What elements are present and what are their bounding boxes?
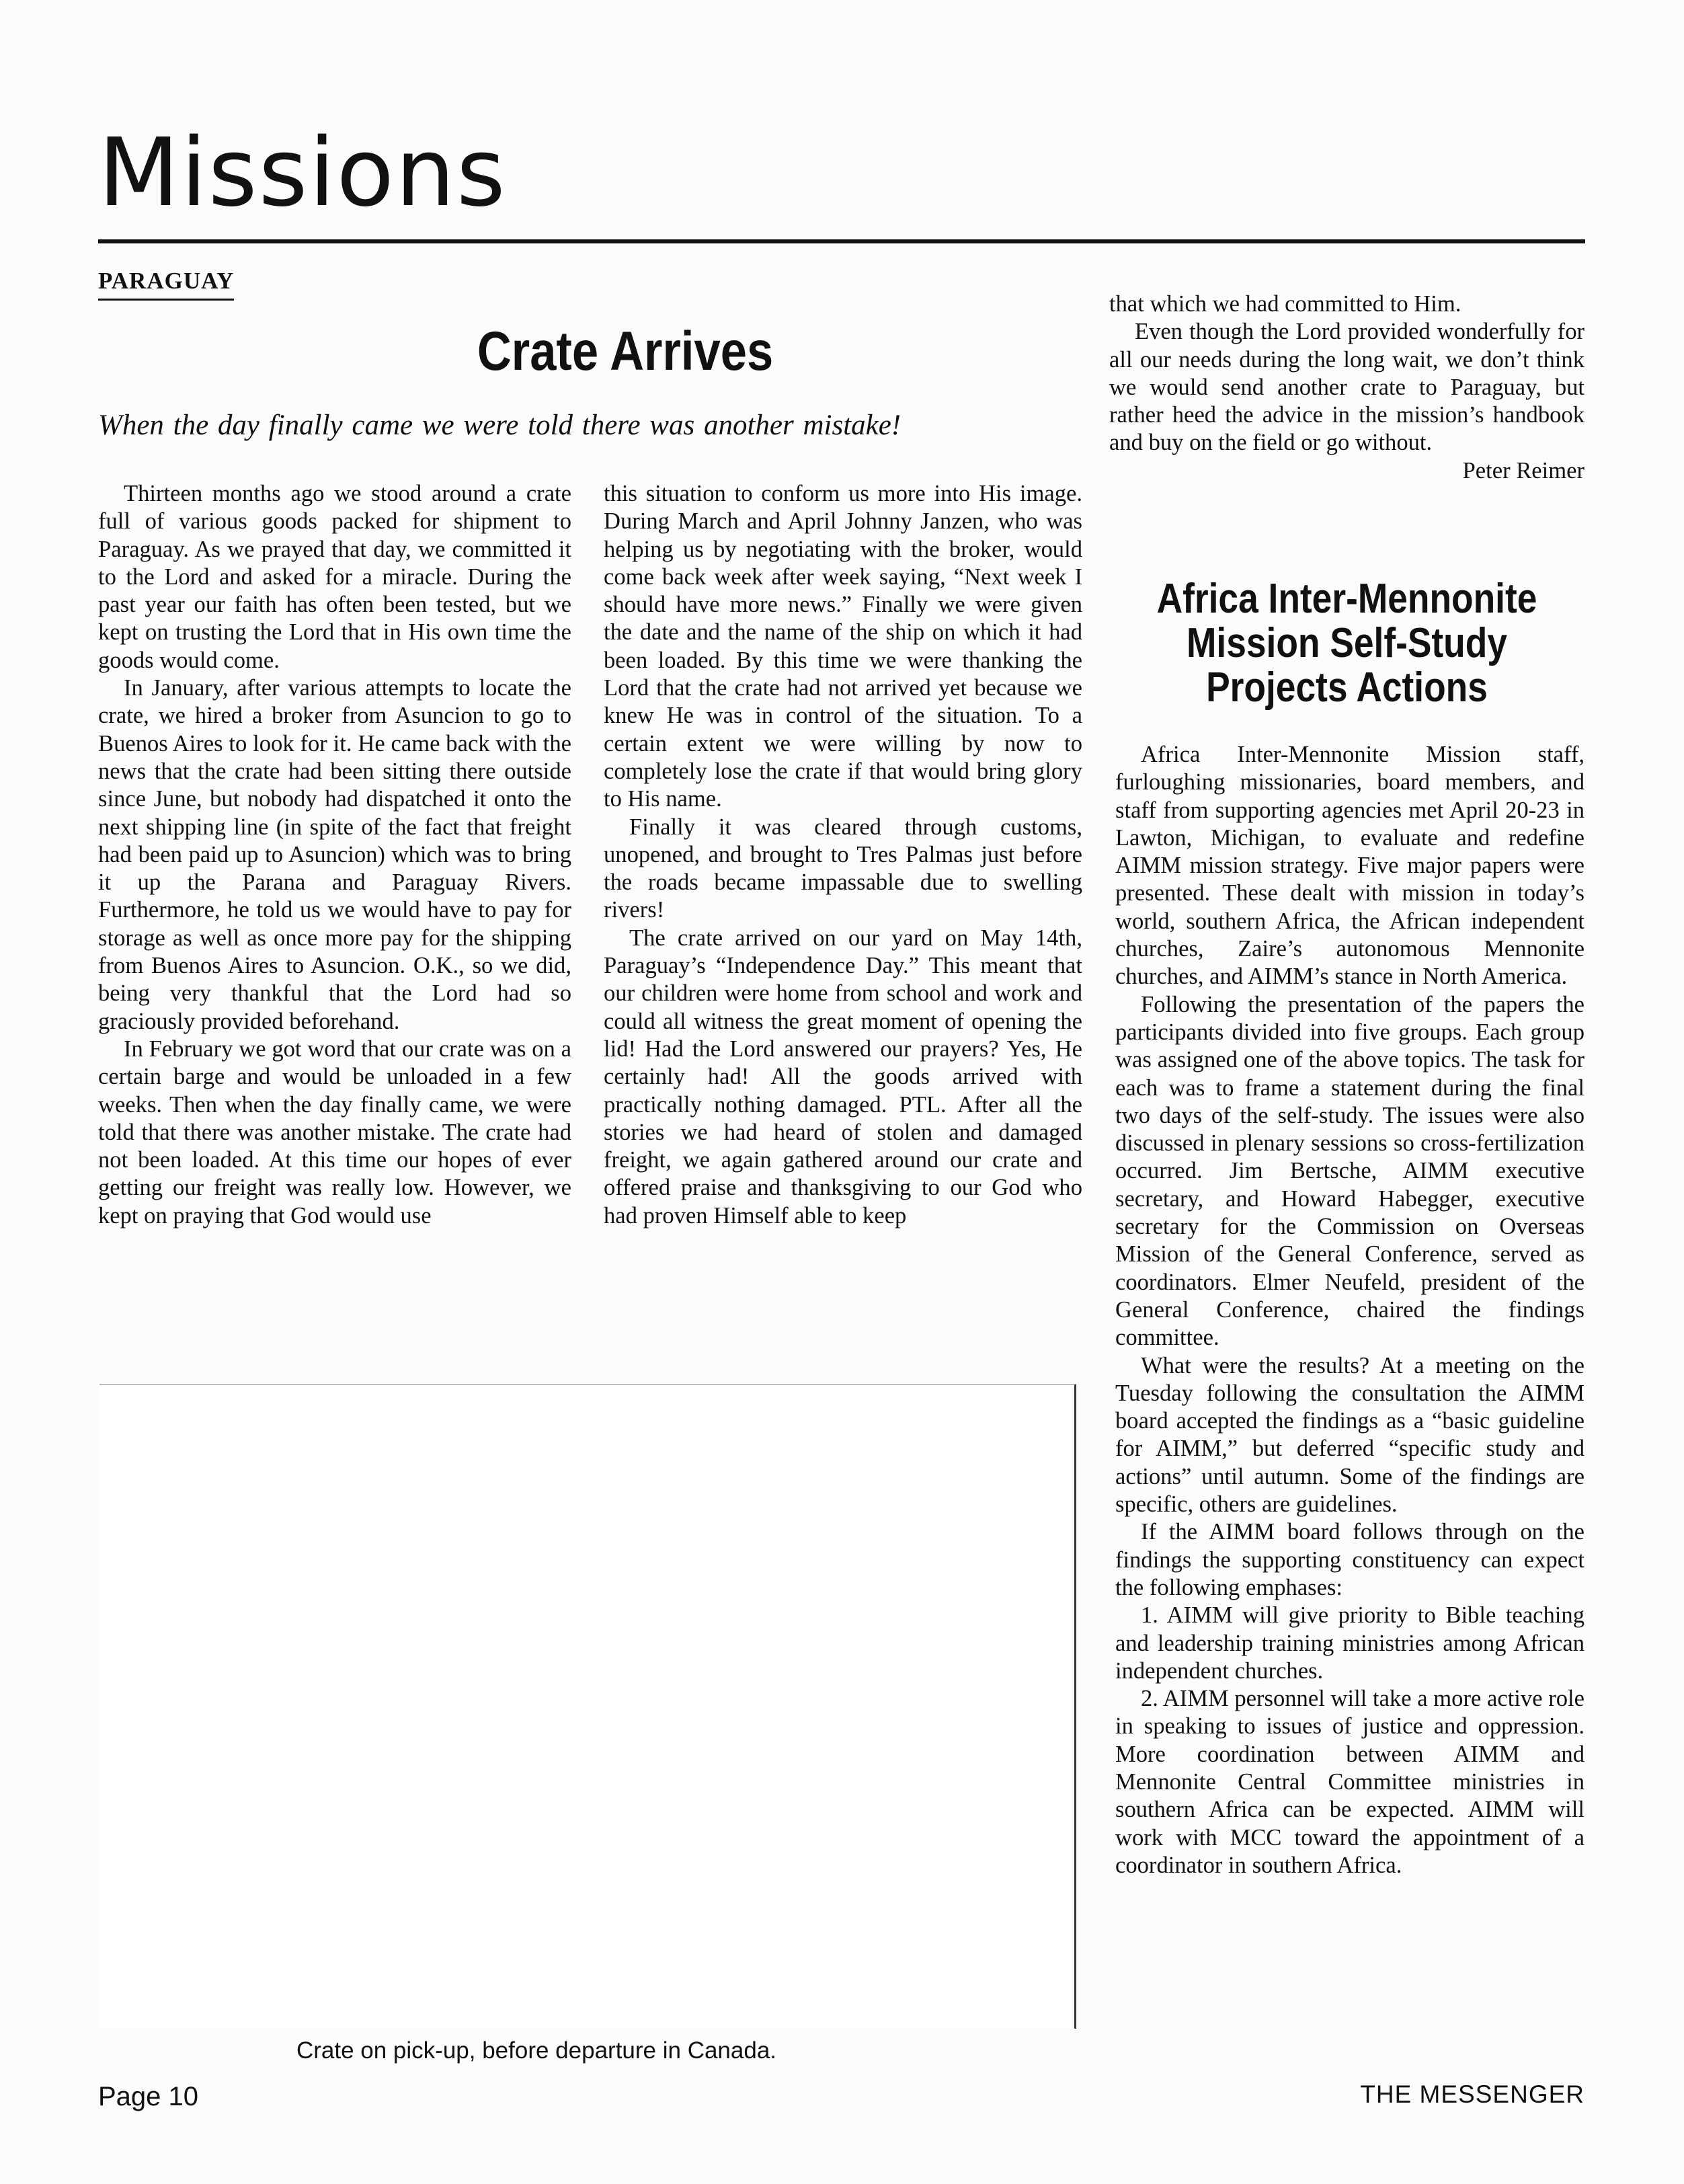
- author-signature: Peter Reimer: [1462, 457, 1585, 483]
- article-paragraph: Thirteen months ago we stood around a crate full of various goods packed for shipment to Paraguay. As we prayed that day, we committed it to the Lord and asked for a miracle. During the past year our faith has often been tested, but we kept on trusting the Lord that in His own time the goods would come.: [98, 481, 571, 673]
- article-paragraph: that which we had committed to Him.: [1109, 291, 1461, 317]
- article-column-1: [98, 480, 571, 1230]
- article-paragraph: In January, after various attempts to locate the crate, we hired a broker from Asuncion to go to Buenos Aires to look for it. He came back with the news that the crate had been sitting there outside since June, but nobody had dispatched it onto the next shipping line (in spite of the fact that freight had been paid up to Asuncion) which was to bring it up the Parana and Paraguay Rivers. Furthermore, he told us we would have to pay for storage as well as once more pay for the shipping from Buenos Aires to Asuncion. O.K., so we did, being very thankful that the Lord had so graciously provided beforehand.: [98, 675, 571, 1034]
- title-rule: [98, 239, 1585, 243]
- section-label: PARAGUAY: [98, 268, 234, 301]
- article2-headline: Africa Inter-Mennonite Mission Self-Study Projects Actions: [1156, 576, 1537, 711]
- article2-column: [1115, 741, 1585, 1879]
- photo-caption: Crate on pick-up, before departure in Canada.: [296, 2037, 777, 2064]
- article-paragraph: In February we got word that our crate was on a certain barge and would be unloaded in a few weeks. Then when the day finally came, we were told that there was another mistake. The crate had not been loaded. At this time our hopes of ever getting our freight was really low. However, we kept on praying that God would use: [98, 1036, 571, 1228]
- article-column-3: [1109, 290, 1585, 485]
- article-subhead: When the day finally came we were told there was another mistake!: [98, 410, 901, 441]
- article-paragraph: Even though the Lord provided wonderfully for all our needs during the long wait, we don’t think we would send another crate to Paraguay, but rather heed the advice in the mission’s handbook and buy on the field or go without.: [1109, 319, 1585, 456]
- article-headline: Crate Arrives: [477, 321, 774, 382]
- article2-paragraph: 1. AIMM will give priority to Bible teaching and leadership training ministries among African independent churches.: [1115, 1602, 1585, 1684]
- article-paragraph: Finally it was cleared through customs, unopened, and brought to Tres Palmas just before the roads became impassable due to swelling rivers!: [604, 814, 1082, 923]
- section-title: Missions: [98, 118, 507, 228]
- publication-name: THE MESSENGER: [1360, 2080, 1585, 2108]
- article-column-2: [604, 480, 1082, 1230]
- page-number: Page 10: [98, 2082, 199, 2111]
- article-paragraph: The crate arrived on our yard on May 14th, Paraguay’s “Independence Day.” This meant that our children were home from school and work and could all witness the great moment of opening the lid! Had the Lord answered our prayers? Yes, He certainly had! All the goods arrived with practically nothing damaged. PTL. After all the stories we had heard of stolen and damaged freight, we again gathered around our crate and offered praise and thanksgiving to our God who had proven Himself able to keep: [604, 925, 1082, 1228]
- article2-paragraph: 2. AIMM personnel will take a more active role in speaking to issues of justice and oppression. More coordination between AIMM and Mennonite Central Committee ministries in southern Africa can be expected. AIMM will work with MCC toward the appointment of a coordinator in southern Africa.: [1115, 1686, 1585, 1878]
- article-paragraph: this situation to conform us more into His image. During March and April Johnny Janzen, who was helping us by negotiating with the broker, would come back week after week saying, “Next week I should have more news.” Finally we were given the date and the name of the ship on which it had been loaded. By this time we were thanking the Lord that the crate had not arrived yet because we knew He was in control of the situation. To a certain extent we were willing by now to completely lose the crate if that would bring glory to His name.: [604, 481, 1082, 812]
- article2-paragraph: Following the presentation of the papers the participants divided into five groups. Each group was assigned one of the above topics. The task for each was to frame a statement during the final two days of the self-study. The issues were also discussed in plenary sessions so cross-fertilization occurred. Jim Bertsche, AIMM executive secretary, and Howard Habegger, executive secretary for the Commission on Overseas Mission of the General Conference, served as coordinators. Elmer Neufeld, president of the General Conference, chaired the findings committee.: [1115, 991, 1585, 1351]
- photo-placeholder: [99, 1384, 1076, 2029]
- article2-paragraph: What were the results? At a meeting on the Tuesday following the consultation the AIMM board accepted the findings as a “basic guideline for AIMM,” but deferred “specific study and actions” until autumn. Some of the findings are specific, others are guidelines.: [1115, 1352, 1585, 1518]
- article2-paragraph: If the AIMM board follows through on the findings the supporting constituency can expect the following emphases:: [1115, 1519, 1585, 1600]
- article2-paragraph: Africa Inter-Mennonite Mission staff, furloughing missionaries, board members, and staff from supporting agencies met April 20-23 in Lawton, Michigan, to evaluate and redefine AIMM mission strategy. Five major papers were presented. These dealt with mission in today’s world, southern Africa, the African independent churches, Zaire’s autonomous Mennonite churches, and AIMM’s stance in North America.: [1115, 742, 1585, 990]
